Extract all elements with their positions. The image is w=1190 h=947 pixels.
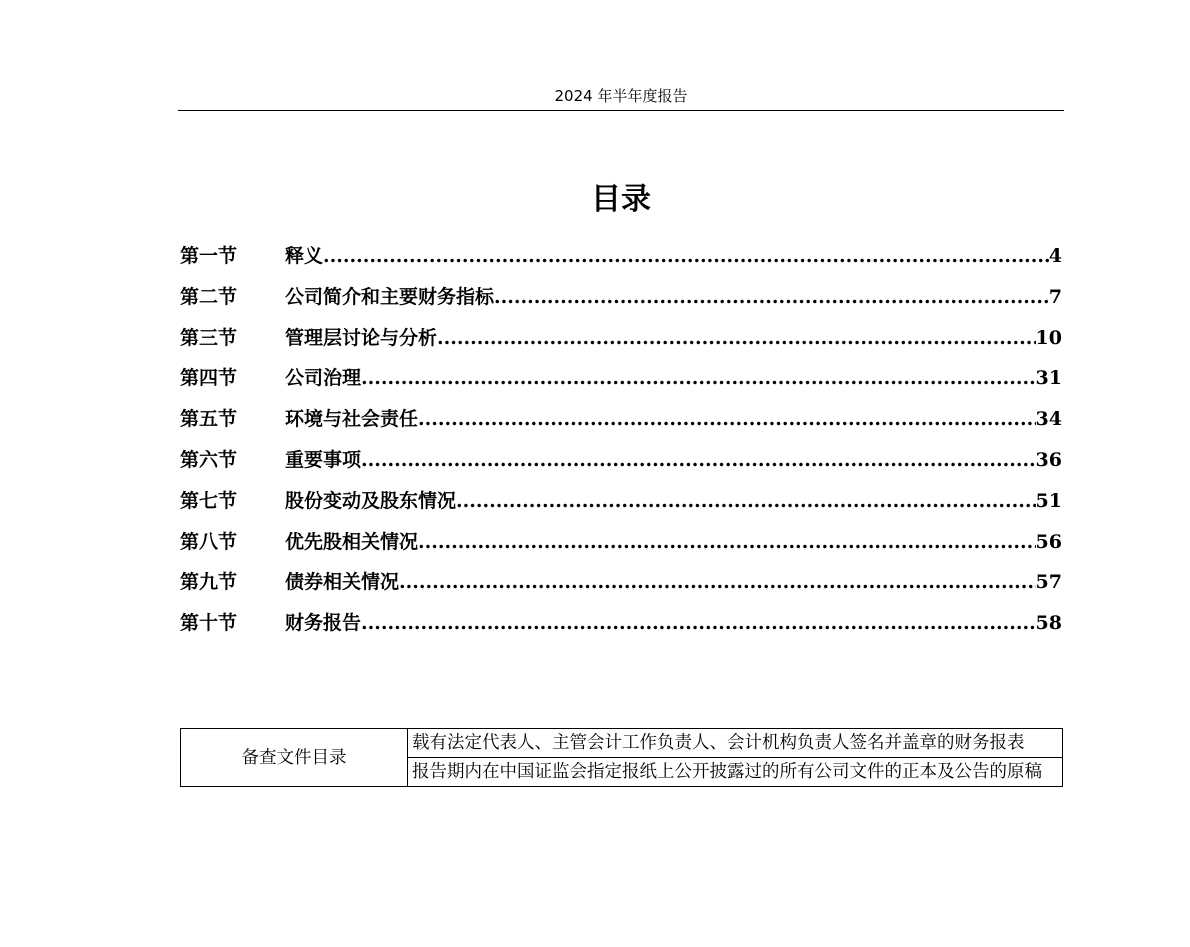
running-header-title: 2024 年半年度报告 <box>554 87 688 105</box>
toc-section-label[interactable]: 释义 <box>285 245 324 267</box>
toc-entry-1[interactable] <box>180 240 1062 281</box>
toc-page-number: 7 <box>1048 285 1062 308</box>
toc-dot-leader <box>361 362 1036 394</box>
toc-page-number: 36 <box>1035 448 1062 471</box>
toc-section-label[interactable]: 公司治理 <box>285 367 362 390</box>
toc-page-number: 31 <box>1035 367 1062 390</box>
toc-entry-9[interactable] <box>180 566 1062 607</box>
toc-section-number: 第六节 <box>180 448 238 471</box>
toc-section-label[interactable]: 股份变动及股东情况 <box>285 489 457 512</box>
toc-page-number: 57 <box>1035 571 1062 594</box>
toc-section-label[interactable]: 公司简介和主要财务指标 <box>285 285 495 308</box>
toc-page-number: 56 <box>1035 530 1062 553</box>
toc-section-label[interactable]: 财务报告 <box>285 612 362 635</box>
toc-section-number: 第三节 <box>180 326 238 349</box>
table-of-contents <box>180 240 1062 648</box>
toc-section-label[interactable]: 重要事项 <box>285 448 362 471</box>
toc-section-label[interactable]: 管理层讨论与分析 <box>285 326 438 349</box>
reference-document-item: 报告期内在中国证监会指定报纸上公开披露过的所有公司文件的正本及公告的原稿 <box>408 758 1063 787</box>
toc-dot-leader <box>418 526 1036 558</box>
toc-entry-8[interactable] <box>180 526 1062 567</box>
header-rule <box>178 110 1064 111</box>
toc-section-number: 第一节 <box>180 245 238 267</box>
toc-page-number: 58 <box>1035 612 1062 635</box>
table-row <box>181 729 1063 758</box>
toc-dot-leader <box>361 444 1036 476</box>
reference-documents-table <box>180 728 1063 787</box>
toc-title: 目录 <box>591 182 651 217</box>
toc-page-number: 51 <box>1035 489 1062 512</box>
toc-section-number: 第十节 <box>180 612 238 635</box>
toc-section-number: 第九节 <box>180 571 238 594</box>
reference-documents-heading: 备查文件目录 <box>181 729 408 787</box>
toc-entry-4[interactable] <box>180 362 1062 403</box>
toc-section-label[interactable]: 债券相关情况 <box>285 571 400 594</box>
toc-entry-5[interactable] <box>180 403 1062 444</box>
toc-section-number: 第二节 <box>180 285 238 308</box>
toc-entry-10[interactable] <box>180 607 1062 648</box>
toc-dot-leader <box>418 403 1036 435</box>
toc-section-label[interactable]: 优先股相关情况 <box>285 530 419 553</box>
toc-section-number: 第四节 <box>180 367 238 390</box>
toc-entry-6[interactable] <box>180 444 1062 485</box>
reference-document-item: 载有法定代表人、主管会计工作负责人、会计机构负责人签名并盖章的财务报表 <box>408 729 1063 758</box>
toc-section-number: 第五节 <box>180 408 238 431</box>
toc-dot-leader <box>437 322 1036 354</box>
toc-section-number: 第七节 <box>180 489 238 512</box>
toc-page-number: 34 <box>1035 408 1062 431</box>
toc-dot-leader <box>361 607 1036 639</box>
toc-dot-leader <box>399 566 1036 598</box>
toc-section-label[interactable]: 环境与社会责任 <box>285 408 419 431</box>
toc-page-number: 10 <box>1035 326 1062 349</box>
toc-entry-3[interactable] <box>180 322 1062 363</box>
toc-entry-7[interactable] <box>180 485 1062 526</box>
toc-dot-leader <box>456 485 1036 517</box>
toc-dot-leader <box>323 240 1049 272</box>
toc-section-number: 第八节 <box>180 530 238 553</box>
toc-page-number: 4 <box>1048 245 1062 267</box>
toc-entry-2[interactable] <box>180 281 1062 322</box>
toc-dot-leader <box>494 281 1049 313</box>
